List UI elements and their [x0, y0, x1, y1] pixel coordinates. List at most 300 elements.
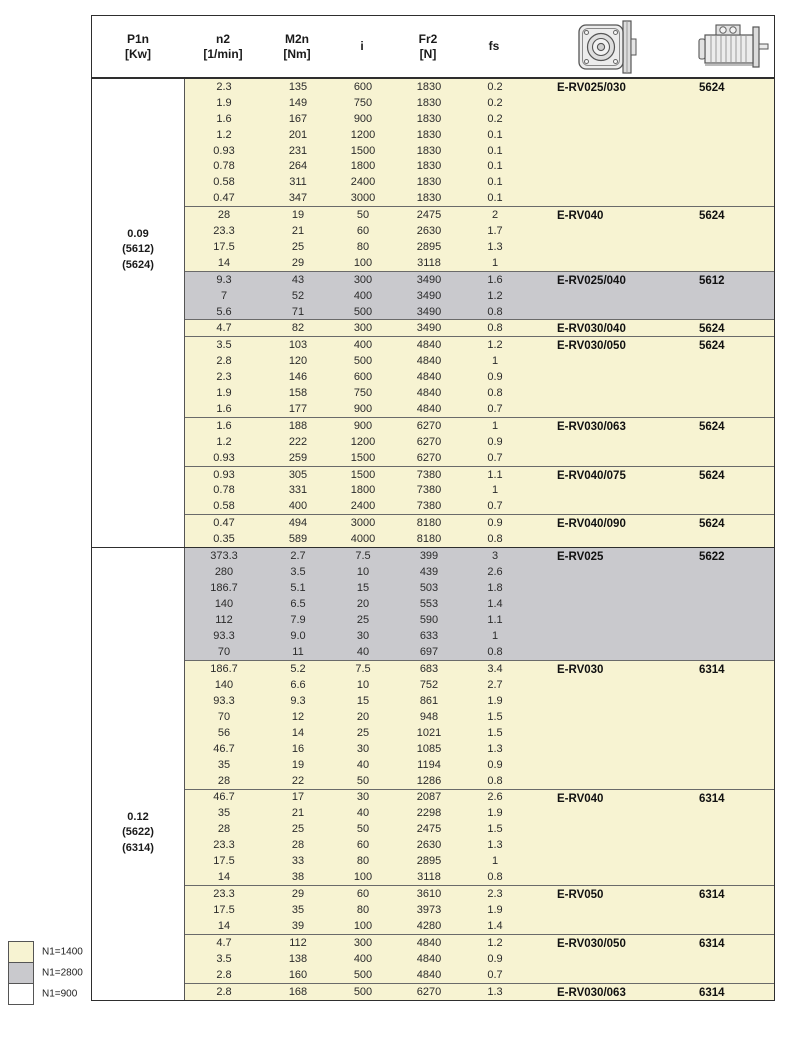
fr2-value: 6270	[416, 986, 442, 999]
m2n-value: 7.9	[290, 613, 306, 626]
data-row	[185, 174, 774, 190]
fs-value: 0.9	[487, 953, 503, 966]
i-value: 400	[353, 289, 373, 302]
fs-value: 0.9	[487, 758, 503, 771]
m2n-value: 28	[291, 839, 305, 852]
fs-value: 1	[491, 355, 499, 368]
fr2-value: 948	[419, 710, 439, 723]
fs-value: 1.2	[487, 339, 503, 352]
n2-value: 5.6	[216, 305, 232, 318]
column-header-p1n	[92, 16, 184, 77]
data-row	[185, 661, 774, 677]
fs-value: 1.5	[487, 823, 503, 836]
fs-value: 0.8	[487, 322, 503, 335]
n1-speed-legend	[8, 941, 83, 1005]
fs-value: 0.2	[487, 112, 503, 125]
i-value: 60	[356, 839, 370, 852]
i-value: 100	[353, 920, 373, 933]
i-value: 10	[356, 678, 370, 691]
fr2-value: 6270	[416, 451, 442, 464]
n2-value: 28	[217, 823, 231, 836]
fs-value: 1.6	[487, 273, 503, 286]
fr2-header-line2: [N]	[419, 46, 437, 61]
m2n-value: 14	[291, 726, 305, 739]
motor-size-label: 5622	[699, 551, 725, 564]
n2-value: 14	[217, 256, 231, 269]
i-value: 50	[356, 209, 370, 222]
fs-value: 1.5	[487, 726, 503, 739]
motor-size-label: 6314	[699, 889, 725, 902]
data-row	[185, 790, 774, 806]
fr2-value: 553	[419, 597, 439, 610]
fs-value: 2	[491, 209, 499, 222]
gearbox-model-label: E-RV040	[557, 210, 604, 223]
i-value: 3000	[350, 517, 376, 530]
m2n-value: 177	[288, 402, 308, 415]
gearbox-blocks	[185, 548, 774, 1000]
column-header-gearbox	[524, 16, 694, 77]
gearbox-model-label: E-RV025	[557, 551, 604, 564]
i-value: 100	[353, 871, 373, 884]
m2n-value: 160	[288, 969, 308, 982]
data-row	[185, 596, 774, 612]
data-row	[185, 111, 774, 127]
fs-value: 0.7	[487, 402, 503, 415]
data-row	[185, 272, 774, 288]
fs-value: 1.3	[487, 986, 503, 999]
m2n-value: 6.5	[290, 597, 306, 610]
m2n-value: 146	[288, 371, 308, 384]
i-value: 40	[356, 645, 370, 658]
fr2-value: 2895	[416, 855, 442, 868]
motor-size-label: 6314	[699, 663, 725, 676]
n2-value: 373.3	[210, 550, 238, 563]
fs-value: 2.6	[487, 566, 503, 579]
column-header-n2	[184, 16, 262, 77]
p1n-label-line: (5624)	[122, 258, 154, 271]
data-row	[185, 288, 774, 304]
fs-value: 0.2	[487, 96, 503, 109]
n2-header-line2: [1/min]	[203, 46, 243, 61]
i-value: 50	[356, 774, 370, 787]
gearbox-model-label: E-RV030/040	[557, 323, 626, 336]
fs-value: 1.3	[487, 240, 503, 253]
m2n-value: 305	[288, 468, 308, 481]
data-row	[185, 450, 774, 466]
m2n-value: 167	[288, 112, 308, 125]
data-row	[185, 255, 774, 271]
p1n-power-label	[92, 227, 184, 273]
n2-value: 0.93	[213, 451, 235, 464]
gearbox-model-label: E-RV030/050	[557, 340, 626, 353]
fr2-value: 4840	[416, 953, 442, 966]
legend-item-n1-2800	[8, 962, 83, 984]
speed-block	[185, 660, 774, 789]
fr2-value: 2475	[416, 209, 442, 222]
n2-value: 28	[217, 774, 231, 787]
fr2-value: 752	[419, 678, 439, 691]
fr2-value: 4840	[416, 339, 442, 352]
gearbox-model-label: E-RV030/063	[557, 420, 626, 433]
i-value: 1200	[350, 435, 376, 448]
data-row	[185, 95, 774, 111]
fr2-value: 2475	[416, 823, 442, 836]
fr2-value: 2630	[416, 225, 442, 238]
i-value: 600	[353, 371, 373, 384]
i-value: 900	[353, 402, 373, 415]
fr2-value: 4280	[416, 920, 442, 933]
speed-block	[185, 336, 774, 417]
fr2-value: 590	[419, 613, 439, 626]
data-row	[185, 612, 774, 628]
fr2-value: 6270	[416, 419, 442, 432]
n2-value: 186.7	[210, 581, 238, 594]
m2n-value: 29	[291, 256, 305, 269]
data-row	[185, 967, 774, 983]
fs-value: 0.7	[487, 969, 503, 982]
n2-value: 0.47	[213, 192, 235, 205]
m2n-value: 259	[288, 451, 308, 464]
data-row	[185, 190, 774, 206]
fr2-value: 861	[419, 694, 439, 707]
n2-value: 35	[217, 758, 231, 771]
m2n-value: 311	[289, 176, 307, 189]
fs-value: 0.1	[487, 192, 503, 205]
column-header-motor	[694, 16, 774, 77]
data-row	[185, 127, 774, 143]
fr2-value: 8180	[416, 533, 442, 546]
fs-value: 0.9	[487, 517, 503, 530]
m2n-value: 6.6	[290, 678, 306, 691]
fr2-value: 6270	[416, 435, 442, 448]
fs-value: 0.1	[487, 176, 503, 189]
p1n-header-unit-line2: [Kw]	[125, 46, 151, 61]
m2n-value: 39	[291, 920, 305, 933]
fr2-value: 2298	[416, 807, 442, 820]
legend-swatch-gray	[8, 962, 34, 984]
m2n-value: 120	[288, 355, 308, 368]
data-row	[185, 805, 774, 821]
table-header	[92, 16, 774, 79]
fr2-value: 697	[419, 645, 439, 658]
m2n-value: 38	[291, 871, 305, 884]
fr2-value: 3610	[416, 888, 442, 901]
p1n-label-line: (5612)	[122, 243, 154, 256]
m2n-value: 149	[288, 96, 308, 109]
m2n-value: 12	[291, 710, 305, 723]
motor-size-label: 5624	[699, 469, 725, 482]
fr2-value: 3973	[416, 904, 442, 917]
fs-value: 0.7	[487, 500, 503, 513]
gearbox-model-label: E-RV040/075	[557, 469, 626, 482]
data-row	[185, 902, 774, 918]
data-row	[185, 709, 774, 725]
data-row	[185, 304, 774, 320]
n2-value: 4.7	[216, 322, 232, 335]
fs-value: 1.9	[487, 904, 503, 917]
n2-value: 17.5	[213, 904, 235, 917]
fs-value: 0.2	[487, 80, 503, 93]
i-value: 400	[353, 953, 373, 966]
m2n-value: 112	[289, 937, 307, 950]
data-row	[185, 79, 774, 95]
m2n-header-line1: M2n	[285, 31, 309, 46]
i-value: 80	[356, 240, 370, 253]
m2n-value: 138	[288, 953, 308, 966]
i-value: 25	[356, 613, 370, 626]
fr2-value: 3490	[416, 289, 442, 302]
m2n-value: 25	[291, 823, 305, 836]
m2n-value: 222	[288, 435, 308, 448]
gearbox-model-label: E-RV050	[557, 889, 604, 902]
speed-block	[185, 514, 774, 547]
n2-value: 2.3	[216, 80, 232, 93]
fr2-value: 4840	[416, 402, 442, 415]
fr2-value: 4840	[416, 969, 442, 982]
n2-value: 56	[217, 726, 231, 739]
legend-label: N1=900	[42, 988, 78, 1000]
m2n-value: 201	[288, 128, 308, 141]
data-row	[185, 628, 774, 644]
speed-block	[185, 885, 774, 934]
data-row	[185, 644, 774, 660]
n2-value: 46.7	[213, 791, 235, 804]
m2n-value: 43	[291, 273, 305, 286]
gearbox-model-label: E-RV030/063	[557, 987, 626, 1000]
p1n-label-line: 0.09	[127, 227, 149, 240]
n2-value: 140	[214, 597, 234, 610]
i-value: 40	[356, 758, 370, 771]
gearbox-model-label: E-RV025/040	[557, 274, 626, 287]
fr2-value: 1830	[416, 80, 442, 93]
fs-value: 1.9	[487, 807, 503, 820]
i-value: 300	[353, 273, 373, 286]
data-row	[185, 143, 774, 159]
fr2-value: 2895	[416, 240, 442, 253]
fs-value: 1.1	[487, 613, 503, 626]
fr2-value: 3118	[417, 256, 441, 269]
data-row	[185, 693, 774, 709]
data-row	[185, 869, 774, 885]
fr2-value: 1194	[417, 758, 441, 771]
m2n-value: 11	[292, 645, 304, 658]
fs-value: 3.4	[487, 662, 503, 675]
n2-value: 112	[215, 613, 233, 626]
data-row	[185, 369, 774, 385]
fr2-value: 1286	[416, 774, 442, 787]
fr2-value: 2087	[416, 791, 442, 804]
m2n-value: 71	[291, 305, 305, 318]
m2n-value: 494	[288, 517, 308, 530]
fs-value: 0.8	[487, 774, 503, 787]
m2n-value: 331	[288, 484, 308, 497]
m2n-value: 52	[291, 289, 305, 302]
m2n-value: 19	[291, 209, 305, 222]
p1n-header-unit: P1n	[126, 31, 149, 46]
n2-value: 280	[214, 566, 234, 579]
fr2-value: 1830	[416, 192, 442, 205]
i-value: 1500	[350, 468, 376, 481]
gearbox-model-label: E-RV030/050	[557, 938, 626, 951]
i-value: 20	[356, 710, 370, 723]
speed-block	[185, 417, 774, 466]
n2-value: 17.5	[213, 240, 235, 253]
i-value: 3000	[350, 192, 376, 205]
fs-value: 3	[491, 550, 499, 563]
n2-value: 0.93	[213, 144, 235, 157]
m2n-value: 347	[288, 192, 308, 205]
fr2-value: 3118	[417, 871, 441, 884]
fs-value: 0.1	[487, 144, 503, 157]
p1n-column	[92, 79, 185, 547]
fs-value: 1.5	[487, 710, 503, 723]
m2n-value: 25	[291, 240, 305, 253]
n2-value: 1.2	[216, 128, 232, 141]
fr2-value: 8180	[416, 517, 442, 530]
data-row	[185, 821, 774, 837]
data-row	[185, 725, 774, 741]
fr2-value: 7380	[416, 500, 442, 513]
i-value: 750	[353, 96, 373, 109]
n2-value: 0.47	[213, 517, 235, 530]
n2-value: 1.6	[216, 419, 232, 432]
i-value: 7.5	[355, 662, 371, 675]
i-value: 40	[356, 807, 370, 820]
data-row	[185, 385, 774, 401]
n2-value: 0.35	[213, 533, 235, 546]
i-value: 80	[356, 904, 370, 917]
speed-block	[185, 983, 774, 1000]
data-row	[185, 935, 774, 951]
fs-value: 1	[491, 629, 499, 642]
m2n-value: 5.1	[290, 581, 306, 594]
m2n-value: 5.2	[290, 662, 306, 675]
m2n-value: 3.5	[290, 566, 306, 579]
i-header-line1: i	[360, 39, 364, 53]
motor-size-label: 6314	[699, 987, 725, 1000]
fr2-value: 1830	[416, 144, 442, 157]
fr2-value: 7380	[416, 484, 442, 497]
column-header-m2n	[262, 16, 332, 77]
data-row	[185, 515, 774, 531]
fs-value: 1.2	[487, 937, 503, 950]
fs-value: 0.8	[487, 305, 503, 318]
fs-value: 1.7	[487, 225, 503, 238]
motor-size-label: 5624	[699, 323, 725, 336]
fs-value: 0.7	[487, 451, 503, 464]
gearbox-model-label: E-RV040/090	[557, 518, 626, 531]
fs-value: 2.6	[487, 791, 503, 804]
fr2-value: 4840	[416, 371, 442, 384]
m2n-value: 168	[288, 986, 308, 999]
data-row	[185, 401, 774, 417]
n2-header-line1: n2	[215, 31, 230, 46]
i-value: 500	[353, 355, 373, 368]
i-value: 500	[353, 969, 373, 982]
n2-value: 2.8	[216, 986, 232, 999]
i-value: 30	[356, 742, 370, 755]
power-group	[92, 79, 774, 547]
legend-item-n1-900	[8, 983, 78, 1005]
n2-value: 70	[217, 710, 231, 723]
legend-label: N1=2800	[42, 967, 83, 979]
n2-value: 140	[214, 678, 234, 691]
gearbox-model-label: E-RV030	[557, 663, 604, 676]
fs-value: 0.9	[487, 435, 503, 448]
m2n-value: 16	[291, 742, 305, 755]
n2-value: 46.7	[213, 742, 235, 755]
m2n-value: 22	[291, 774, 305, 787]
i-value: 25	[356, 726, 370, 739]
fr2-value: 7380	[416, 468, 442, 481]
fr2-value: 3490	[416, 273, 442, 286]
n2-value: 0.93	[213, 468, 235, 481]
fs-value: 0.1	[487, 160, 503, 173]
data-row	[185, 320, 774, 336]
n2-value: 28	[217, 209, 231, 222]
n2-value: 1.6	[216, 112, 232, 125]
data-row	[185, 548, 774, 564]
fr2-value: 439	[419, 566, 439, 579]
n2-value: 2.8	[216, 969, 232, 982]
electric-motor-icon	[696, 22, 772, 72]
i-value: 100	[353, 256, 373, 269]
i-value: 30	[356, 629, 370, 642]
m2n-value: 264	[288, 160, 308, 173]
n2-value: 23.3	[213, 225, 235, 238]
n2-value: 17.5	[213, 855, 235, 868]
i-value: 2400	[350, 176, 376, 189]
fs-value: 1	[491, 855, 499, 868]
data-row	[185, 207, 774, 223]
n2-value: 0.58	[213, 500, 235, 513]
fr2-value: 1085	[416, 742, 442, 755]
legend-item-n1-1400	[8, 941, 83, 963]
power-group	[92, 547, 774, 1000]
motor-size-label: 5624	[699, 210, 725, 223]
fr2-value: 2630	[416, 839, 442, 852]
n2-value: 14	[217, 871, 231, 884]
m2n-value: 82	[291, 322, 305, 335]
i-value: 10	[356, 566, 370, 579]
m2n-value: 231	[288, 144, 308, 157]
i-value: 900	[353, 112, 373, 125]
gearbox-model-label: E-RV040	[557, 792, 604, 805]
n2-value: 70	[217, 645, 231, 658]
m2n-value: 2.7	[290, 550, 306, 563]
worm-gearbox-icon	[576, 19, 642, 75]
fr2-value: 1830	[416, 128, 442, 141]
n2-value: 0.58	[213, 176, 235, 189]
data-row	[185, 483, 774, 499]
i-value: 7.5	[355, 550, 371, 563]
i-value: 4000	[350, 533, 376, 546]
data-row	[185, 984, 774, 1000]
i-value: 300	[353, 322, 373, 335]
i-value: 2400	[350, 500, 376, 513]
fr2-value: 1830	[416, 112, 442, 125]
column-header-i	[332, 16, 392, 77]
m2n-value: 158	[288, 387, 308, 400]
fs-value: 0.8	[487, 533, 503, 546]
speed-block	[185, 548, 774, 660]
fr2-value: 503	[419, 581, 439, 594]
p1n-power-label	[92, 810, 184, 856]
ratings-table	[91, 15, 775, 1001]
speed-block	[185, 789, 774, 886]
m2n-header-line2: [Nm]	[283, 46, 311, 61]
fs-value: 1.4	[487, 597, 503, 610]
